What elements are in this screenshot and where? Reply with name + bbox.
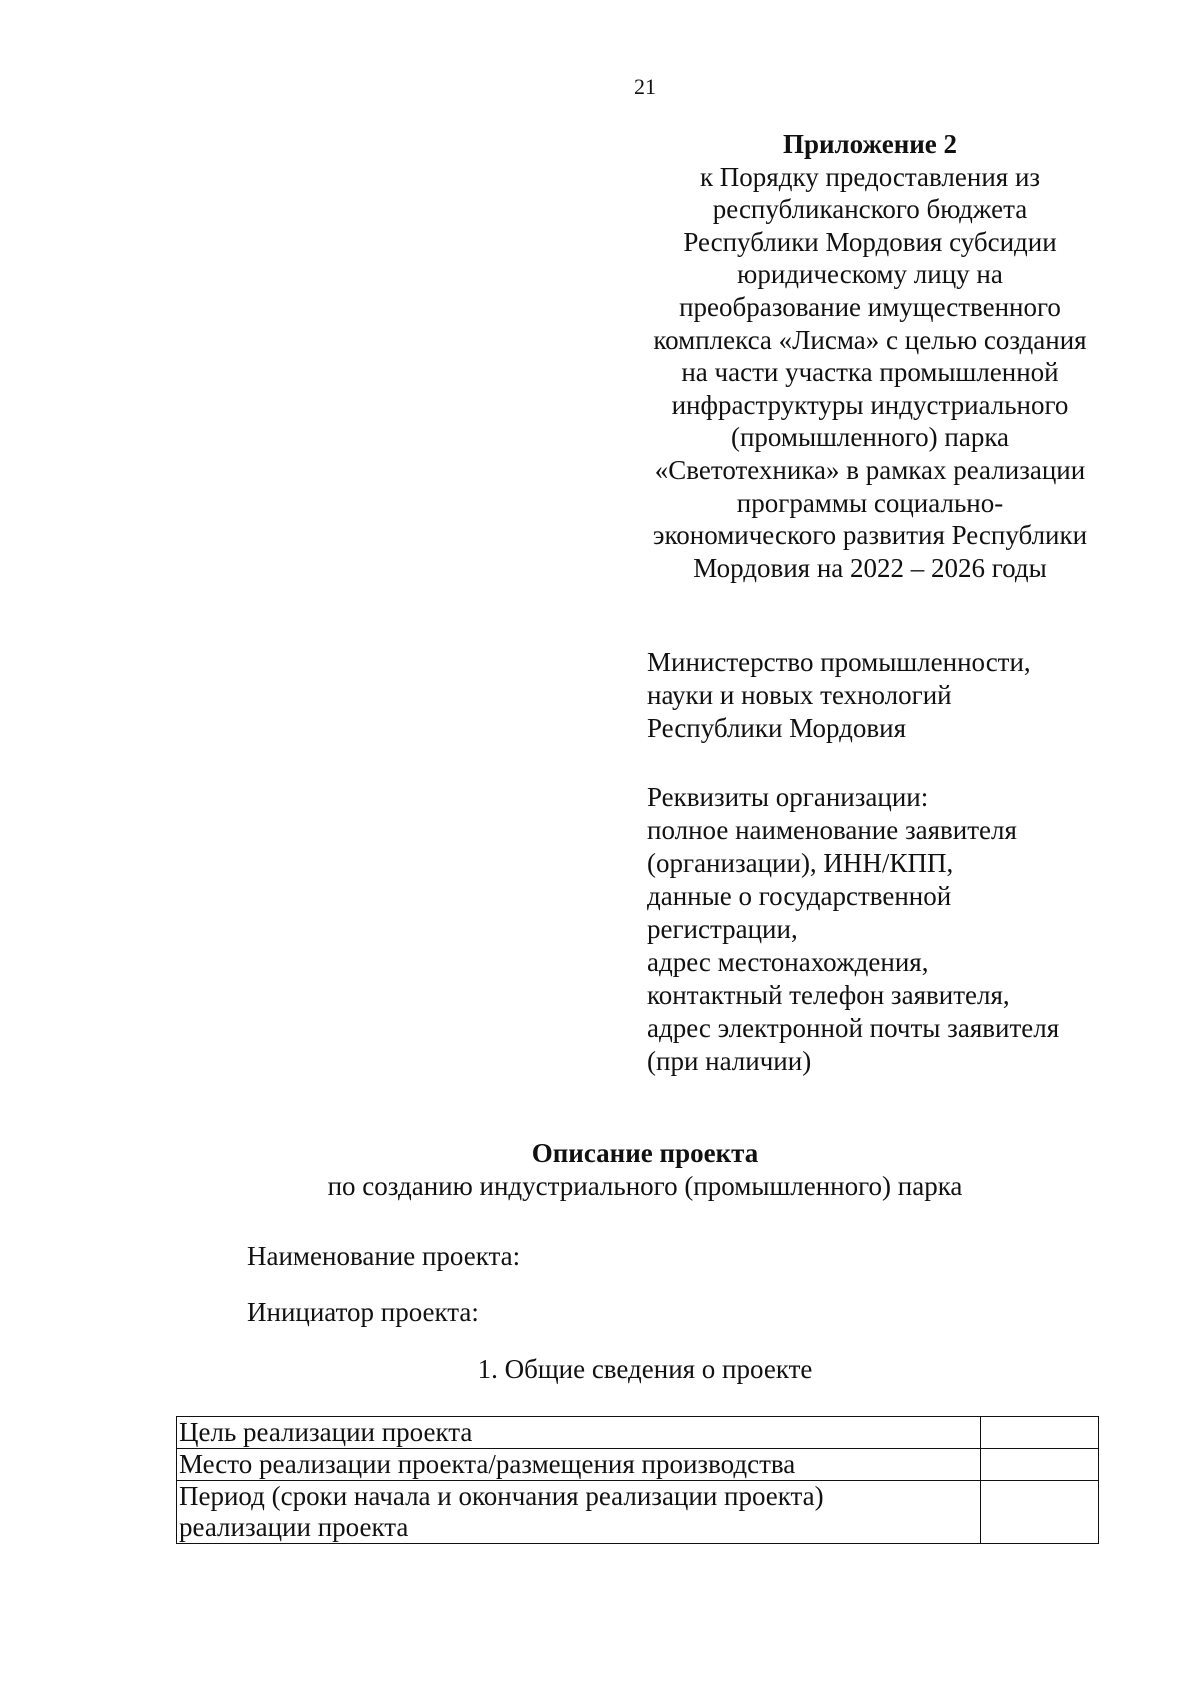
page-number: 21 (634, 74, 656, 99)
requisites-line: Реквизиты организации: (647, 782, 929, 812)
appendix-line: юридическому лицу на (737, 259, 1003, 290)
table-row (177, 1417, 1099, 1449)
table-row (177, 1481, 1099, 1544)
project-info-table (176, 1416, 1099, 1544)
appendix-line: (промышленного) парка (730, 422, 1010, 453)
project-initiator-field: Инициатор проекта: (247, 1297, 479, 1327)
addressee-block (647, 646, 1127, 745)
appendix-line: Республики Мордовия субсидии (683, 226, 1057, 257)
addressee-line: науки и новых технологий (647, 680, 952, 710)
appendix-line: «Светотехника» в рамках реализации (654, 454, 1086, 485)
table-cell-value (980, 1449, 1098, 1481)
requisites-block (647, 781, 1127, 1078)
table-cell-label (177, 1417, 981, 1449)
table-cell-text: Место реализации проекта/размещения производства (179, 1449, 796, 1479)
requisites-line: контактный телефон заявителя, (647, 980, 1010, 1010)
appendix-line: на части участка промышленной (681, 357, 1059, 388)
table-cell-value (980, 1417, 1098, 1449)
requisites-line: регистрации, (647, 914, 798, 944)
requisites-line: данные о государственной (647, 881, 952, 911)
document-heading (0, 1137, 1200, 1203)
table-cell-text: Период (сроки начала и окончания реализации проекта) (179, 1481, 824, 1511)
section-1-title: 1. Общие сведения о проекте (477, 1354, 813, 1384)
appendix-line: экономического развития Республики (652, 520, 1088, 551)
addressee-line: Республики Мордовия (647, 713, 907, 743)
project-name-field: Наименование проекта: (247, 1241, 521, 1271)
appendix-line: программы социально- (736, 487, 1004, 518)
heading-title: Описание проекта (531, 1138, 759, 1168)
table-cell-text: Цель реализации проекта (179, 1417, 473, 1447)
appendix-line: республиканского бюджета (712, 194, 1028, 225)
table-cell-label (177, 1481, 981, 1544)
appendix-line: преобразование имущественного (679, 291, 1061, 322)
requisites-line: (при наличии) (647, 1046, 812, 1076)
requisites-line: адрес местонахождения, (647, 947, 929, 977)
addressee-line: Министерство промышленности, (647, 647, 1031, 677)
table-cell-value (980, 1481, 1098, 1544)
appendix-line: инфраструктуры индустриального (671, 389, 1069, 420)
heading-subtitle: по созданию индустриального (промышленного) парка (327, 1171, 963, 1201)
appendix-line: комплекса «Лисма» с целью создания (653, 324, 1087, 355)
appendix-line: Мордовия на 2022 – 2026 годы (693, 552, 1047, 583)
table-cell-label (177, 1449, 981, 1481)
requisites-line: полное наименование заявителя (647, 815, 1017, 845)
appendix-block (640, 128, 1100, 584)
table-row (177, 1449, 1099, 1481)
requisites-line: адрес электронной почты заявителя (647, 1013, 1060, 1043)
appendix-title: Приложение 2 (782, 129, 958, 159)
requisites-line: (организации), ИНН/КПП, (647, 848, 954, 878)
table-cell-text: реализации проекта (179, 1512, 409, 1542)
appendix-line: к Порядку предоставления из (699, 161, 1041, 192)
